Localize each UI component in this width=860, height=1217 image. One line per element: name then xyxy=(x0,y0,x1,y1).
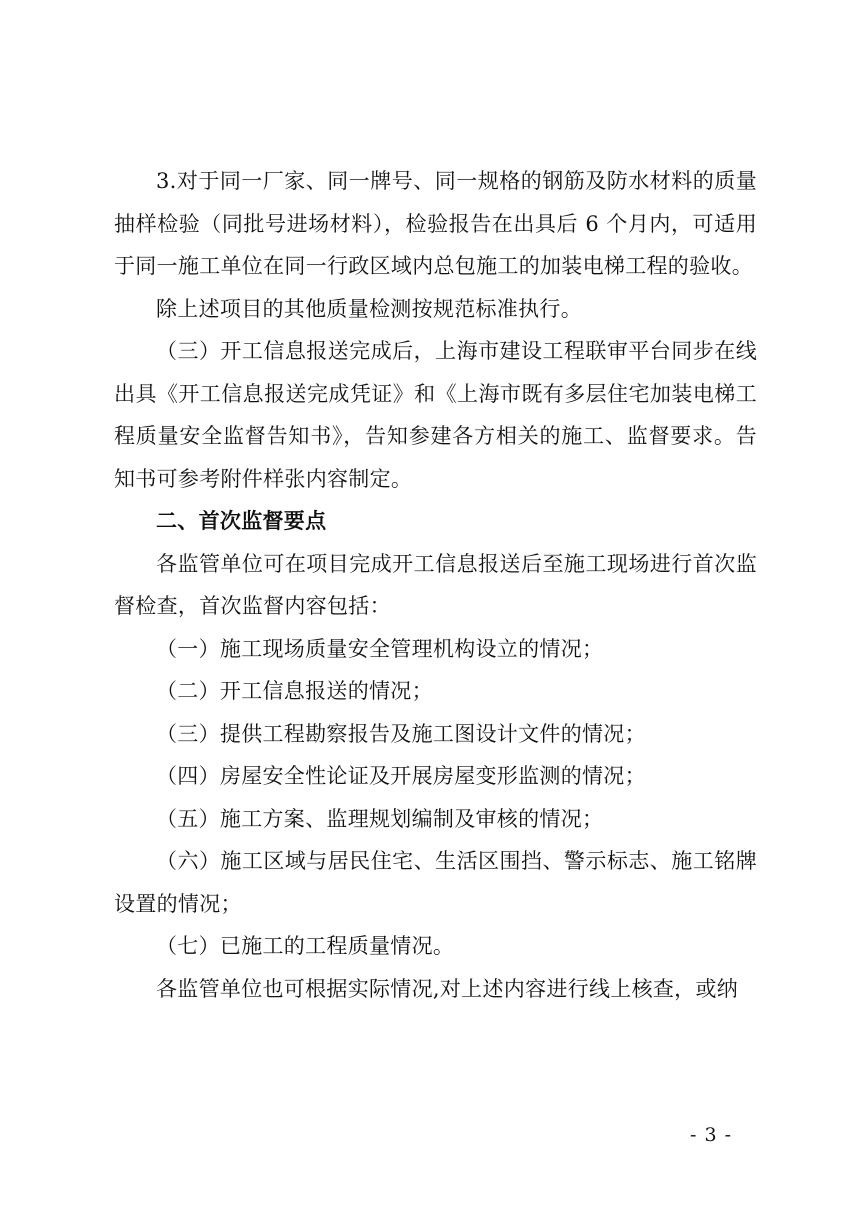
paragraph-first-supervision-intro: 各监管单位可在项目完成开工信息报送后至施工现场进行首次监督检查，首次监督内容包括： xyxy=(114,551,757,618)
paragraph-online-check: 各监管单位也可根据实际情况,对上述内容进行线上核查，或纳 xyxy=(156,976,739,1001)
paragraph-material-testing: 3.对于同一厂家、同一牌号、同一规格的钢筋及防水材料的质量抽样检验（同批号进场材料），检验报告在出具后 6 个月内，可适用于同一施工单位在同一行政区域内总包施工的加装电梯工程的验收。 xyxy=(114,169,757,278)
list-item-quality-status: （七）已施工的工程质量情况。 xyxy=(156,934,455,958)
document-body xyxy=(114,160,757,1010)
list-item-survey-design: （三）提供工程勘察报告及施工图设计文件的情况； xyxy=(156,721,646,746)
section-heading-first-supervision: 二、首次监督要点 xyxy=(156,509,327,533)
paragraph-notice-issuance: （三）开工信息报送完成后，上海市建设工程联审平台同步在线出具《开工信息报送完成凭证》和《上海市既有多层住宅加装电梯工程质量安全监督告知书》，告知参建各方相关的施工、监督要求。告知书可参考附件样张内容制定。 xyxy=(114,339,757,491)
list-item-info-report: （二）开工信息报送的情况； xyxy=(156,679,433,703)
list-item-safety-monitoring: （四）房屋安全性论证及开展房屋变形监测的情况； xyxy=(156,764,646,788)
list-item-construction-plan: （五）施工方案、监理规划编制及审核的情况； xyxy=(156,806,604,831)
list-item-management-org: （一）施工现场质量安全管理机构设立的情况； xyxy=(156,636,604,661)
paragraph-other-testing: 除上述项目的其他质量检测按规范标准执行。 xyxy=(156,296,582,321)
list-item-site-fencing: （六）施工区域与居民住宅、生活区围挡、警示标志、施工铭牌设置的情况； xyxy=(114,849,757,916)
page-number: - 3 - xyxy=(689,1124,732,1146)
